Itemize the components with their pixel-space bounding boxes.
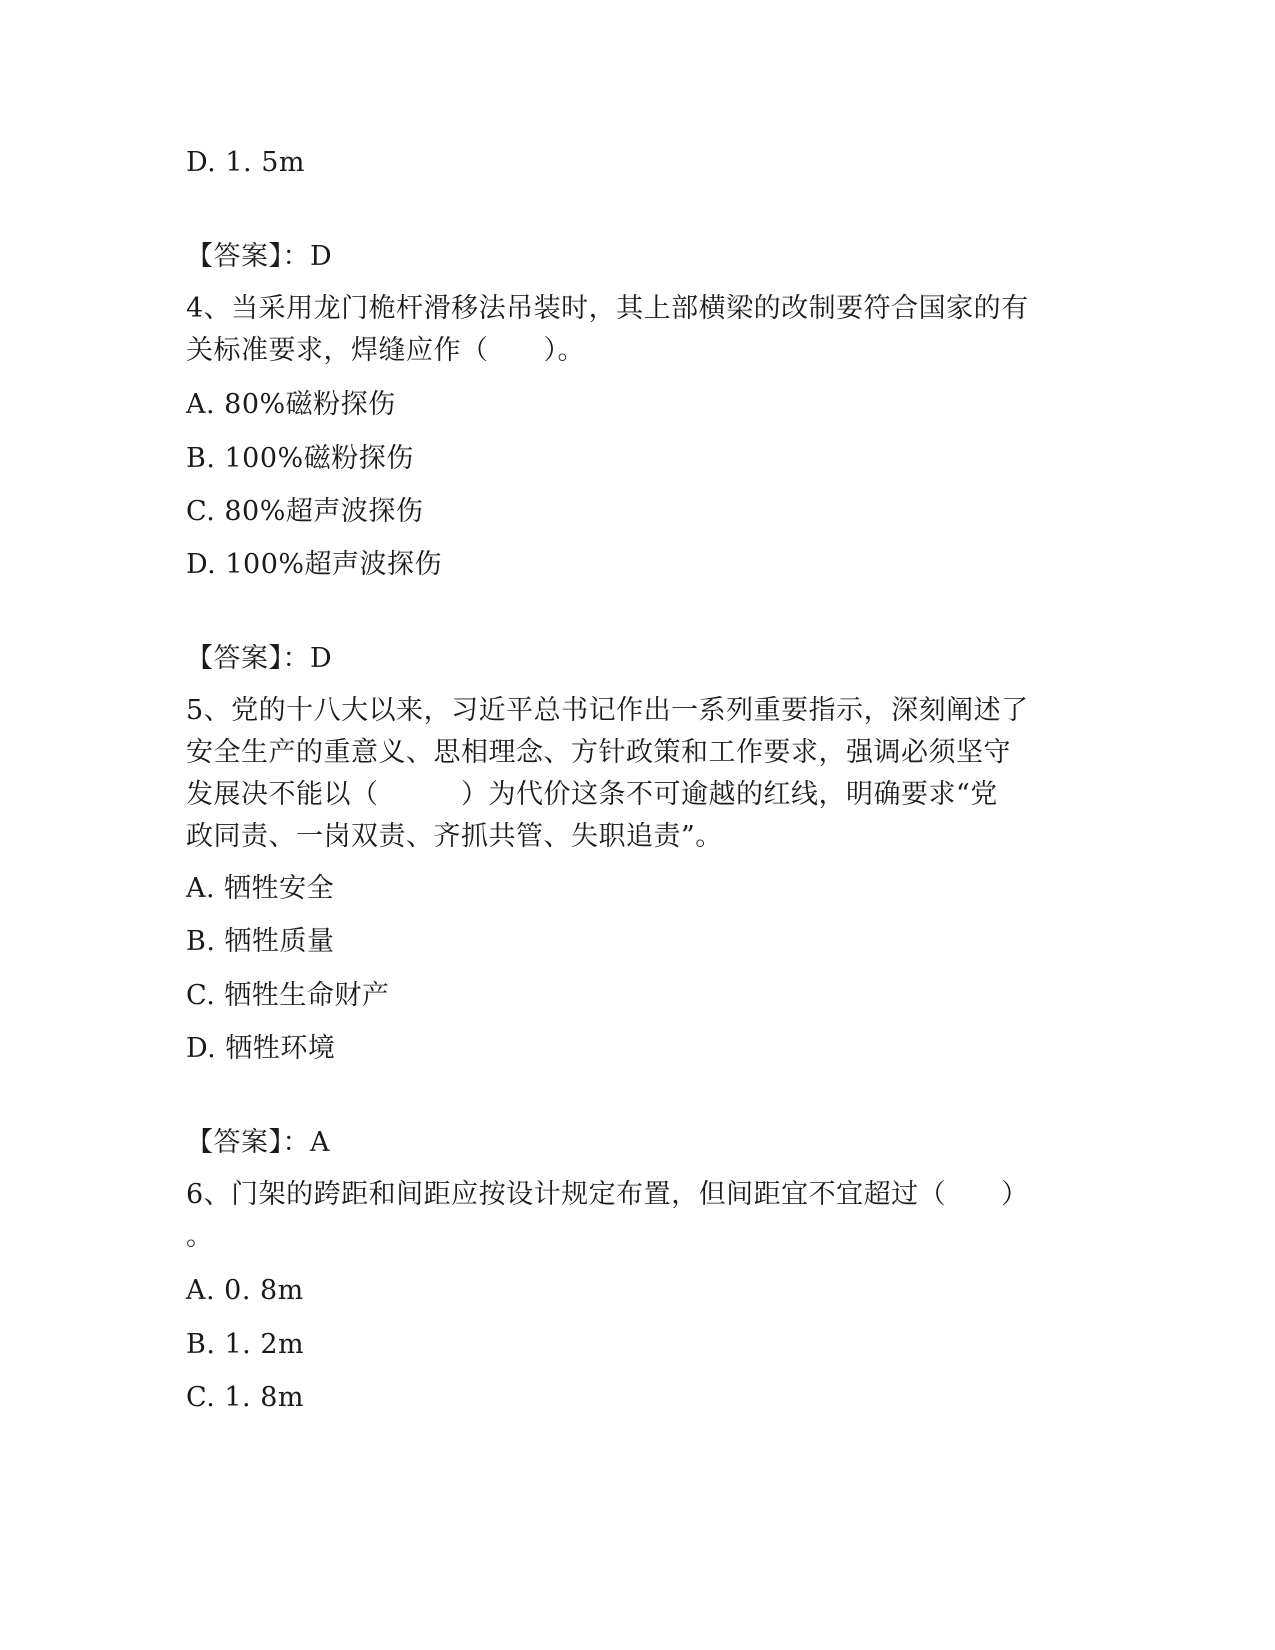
q4-stem-line-1: 4、当采用龙门桅杆滑移法吊装时，其上部横梁的改制要符合国家的有 [186, 293, 1029, 324]
q6-option-b: B. 1. 2m [186, 1329, 305, 1360]
q4-option-d: D. 100%超声波探伤 [186, 549, 443, 580]
q5-option-d: D. 牺牲环境 [186, 1033, 336, 1064]
q5-stem-line-3: 发展决不能以（ ）为代价这条不可逾越的红线，明确要求“党 [186, 779, 998, 810]
q6-option-a: A. 0. 8m [186, 1275, 304, 1306]
prev-option-d: D. 1. 5m [186, 147, 305, 178]
q5-answer: 【答案】：A [186, 1127, 330, 1158]
q6-stem-line-2: 。 [186, 1221, 214, 1252]
prev-answer: 【答案】：D [186, 241, 333, 272]
q6-option-c: C. 1. 8m [186, 1382, 304, 1413]
q5-option-b: B. 牺牲质量 [186, 926, 335, 957]
q4-option-a: A. 80%磁粉探伤 [186, 389, 396, 420]
q5-stem-line-4: 政同责、一岗双责、齐抓共管、失职追责”。 [186, 821, 723, 852]
q6-stem-line-1: 6、门架的跨距和间距应按设计规定布置，但间距宜不宜超过（ ） [186, 1179, 1029, 1210]
q5-option-c: C. 牺牲生命财产 [186, 980, 390, 1011]
q5-stem-line-1: 5、党的十八大以来，习近平总书记作出一系列重要指示，深刻阐述了 [186, 695, 1029, 726]
q5-stem-line-2: 安全生产的重意义、思相理念、方针政策和工作要求，强调必须坚守 [186, 737, 1011, 768]
q5-option-a: A. 牺牲安全 [186, 873, 335, 904]
q4-stem-line-2: 关标准要求，焊缝应作（ ）。 [186, 335, 585, 366]
q4-option-c: C. 80%超声波探伤 [186, 496, 424, 527]
q4-answer: 【答案】：D [186, 643, 333, 674]
q4-option-b: B. 100%磁粉探伤 [186, 443, 414, 474]
